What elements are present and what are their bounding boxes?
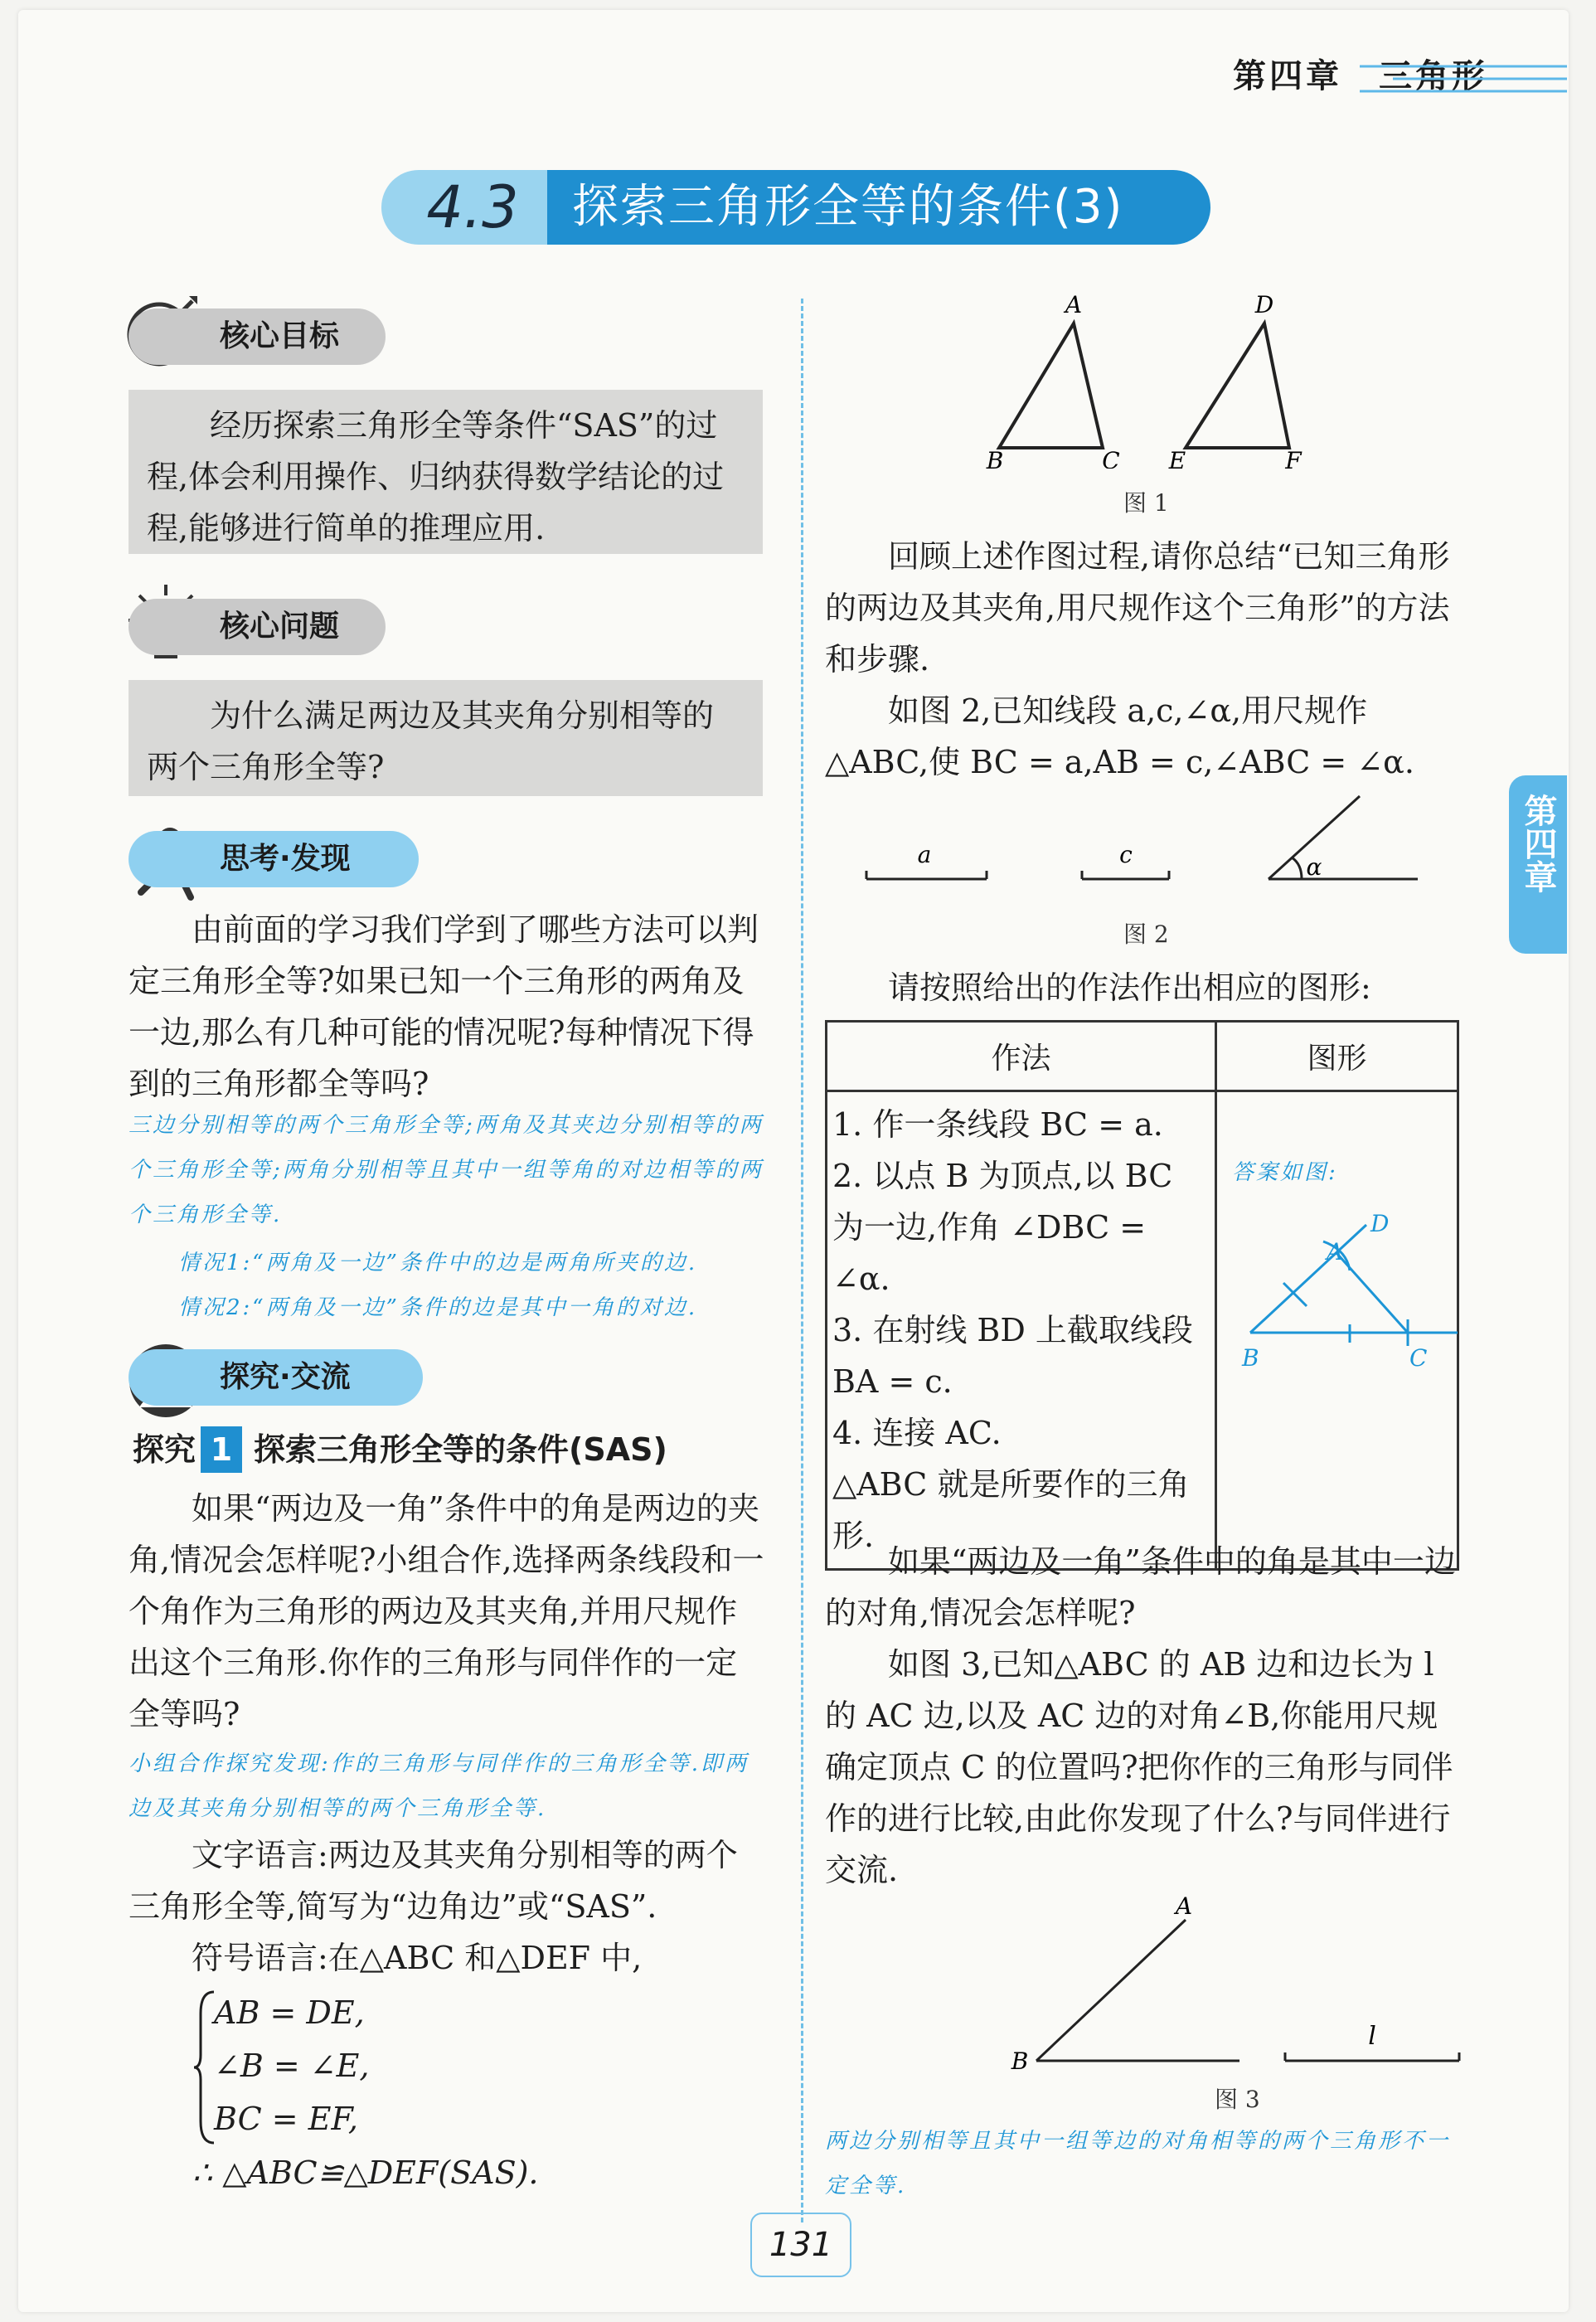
segment-l — [1285, 2052, 1459, 2061]
right-text5: 如图 3,已知△ABC 的 AB 边和边长为 l 的 AC 边,以及 AC 边的对角∠B,你能用尺规确定顶点 C 的位置吗?把你作的三角形与同伴作的进行比较,由此你发现了什么?与同伴进行交流. — [825, 1646, 1453, 1888]
angle-alpha — [1269, 796, 1418, 879]
chapter-side-tab-label: 第四章 — [1519, 794, 1557, 893]
right-text2: 如图 2,已知线段 a,c,∠α,用尺规作△ABC,使 BC = a,AB = c,∠ABC = ∠α. — [825, 692, 1414, 780]
table-answer-label: 答案如图: — [1232, 1160, 1338, 1185]
table-header-method: 作法 — [827, 1022, 1216, 1091]
core-question-label: 核心问题 — [129, 599, 386, 655]
sas-condition-2: ∠B = ∠E, — [214, 2048, 370, 2084]
label-F: F — [1285, 447, 1302, 469]
answer-label-A: A — [1327, 1238, 1344, 1265]
figure-3 — [995, 1891, 1492, 2090]
answer-label-B: B — [1242, 1344, 1259, 1372]
table-header-figure: 图形 — [1216, 1022, 1458, 1091]
explore-heading — [133, 1426, 667, 1473]
core-question-text: 为什么满足两边及其夹角分别相等的两个三角形全等? — [147, 697, 715, 785]
step-1: 1. 作一条线段 BC = a. — [832, 1106, 1163, 1143]
explore-text1: 如果“两边及一角”条件中的角是两边的夹角,情况会怎样呢?小组合作,选择两条线段和一个角作为三角形的两边及其夹角,并用尺规作出这个三角形.你作的三角形与同伴作的一定全等吗? — [129, 1490, 764, 1732]
explore-tag: 探究 — [133, 1431, 196, 1468]
step-3: 3. 在射线 BD 上截取线段 BA = c. — [832, 1312, 1193, 1400]
core-goal-text: 经历探索三角形全等条件“SAS”的过程,体会利用操作、归纳获得数学结论的过程,能够进行简单的推理应用. — [147, 407, 725, 546]
think-answer: 三边分别相等的两个三角形全等;两角及其夹边分别相等的两个三角形全等;两角分别相等且其中一组等角的对边相等的两个三角形全等. — [129, 1113, 764, 1227]
segment-a — [866, 871, 987, 879]
triangle-abc — [999, 323, 1103, 448]
table-steps-cell — [827, 1091, 1216, 1570]
explore-label: 探究·交流 — [129, 1349, 423, 1406]
step-2: 2. 以点 B 为顶点,以 BC 为一边,作角 ∠DBC = ∠α. — [832, 1158, 1173, 1297]
right-text3: 请按照给出的作法作出相应的图形: — [825, 969, 1371, 1006]
core-goal-label: 核心目标 — [129, 308, 386, 365]
label-C: C — [1102, 447, 1120, 469]
think-label: 思考·发现 — [129, 831, 419, 887]
column-divider — [801, 299, 803, 2222]
figure-1-caption: 图 1 — [1123, 489, 1169, 517]
label-a: a — [917, 841, 932, 868]
table-figure-cell — [1216, 1091, 1458, 1570]
label-B: B — [986, 447, 1004, 469]
fig3-label-A: A — [1175, 1892, 1193, 1920]
side-ab — [1036, 1920, 1186, 2061]
step-result: △ABC 就是所要作的三角形. — [832, 1466, 1190, 1554]
figure-3-caption: 图 3 — [1215, 2086, 1260, 2113]
answer-label-D: D — [1370, 1210, 1390, 1237]
sas-condition-1: AB = DE, — [214, 1994, 365, 2031]
figure-1 — [978, 294, 1327, 469]
chapter-side-tab[interactable] — [1509, 775, 1567, 954]
section-number: 4.3 — [381, 170, 564, 245]
label-E: E — [1168, 447, 1186, 469]
fig3-label-l: l — [1368, 2022, 1376, 2051]
construction-table — [825, 1020, 1459, 1571]
label-c: c — [1119, 841, 1133, 868]
explore-tag-number: 1 — [201, 1426, 242, 1473]
header-decoration-lines — [1360, 58, 1575, 100]
right-text1: 回顾上述作图过程,请你总结“已知三角形的两边及其夹角,用尺规作这个三角形”的方法和步骤. — [825, 538, 1450, 678]
core-goal-box — [129, 390, 763, 554]
right-answer: 两边分别相等且其中一组等边的对角相等的两个三角形不一定全等. — [825, 2129, 1451, 2198]
right-text4: 如果“两边及一角”条件中的角是其中一边的对角,情况会怎样呢? — [825, 1543, 1456, 1631]
chapter-header: 第四章 三角形 — [1233, 57, 1488, 95]
label-A: A — [1065, 294, 1083, 318]
think-text: 由前面的学习我们学到了哪些方法可以判定三角形全等?如果已知一个三角形的两角及一边,那么有几种可能的情况呢?每种情况下得到的三角形都全等吗? — [129, 911, 759, 1102]
label-D: D — [1254, 294, 1274, 318]
explore-subtitle: 探索三角形全等的条件(SAS) — [254, 1431, 667, 1468]
sas-conclusion: ∴ △ABC≌△DEF(SAS). — [192, 2154, 539, 2191]
explore-answer: 小组合作探究发现:作的三角形与同伴作的三角形全等.即两边及其夹角分别相等的两个三角形全等. — [129, 1751, 749, 1821]
sas-condition-3: BC = EF, — [214, 2101, 358, 2137]
explore-text2: 文字语言:两边及其夹角分别相等的两个三角形全等,简写为“边角边”或“SAS”. — [129, 1837, 738, 1925]
label-alpha: α — [1306, 853, 1322, 881]
segment-c — [1082, 871, 1169, 879]
answer-label-C: C — [1409, 1344, 1428, 1372]
think-case2: 情况2:“两角及一边”条件的边是其中一角的对边. — [178, 1295, 698, 1320]
fig3-label-B: B — [1011, 2048, 1029, 2075]
core-question-box — [129, 680, 763, 796]
page-number: 131 — [750, 2213, 851, 2277]
think-case1: 情况1:“两角及一边”条件中的边是两角所夹的边. — [178, 1251, 698, 1275]
figure-2-caption: 图 2 — [1123, 921, 1169, 948]
answer-figure — [1225, 1208, 1466, 1374]
triangle-def — [1186, 323, 1289, 448]
figure-2 — [854, 788, 1434, 904]
page-title: 探索三角形全等的条件(3) — [547, 170, 1210, 245]
explore-text3: 符号语言:在△ABC 和△DEF 中, — [129, 1940, 643, 1976]
step-4: 4. 连接 AC. — [832, 1415, 1002, 1451]
